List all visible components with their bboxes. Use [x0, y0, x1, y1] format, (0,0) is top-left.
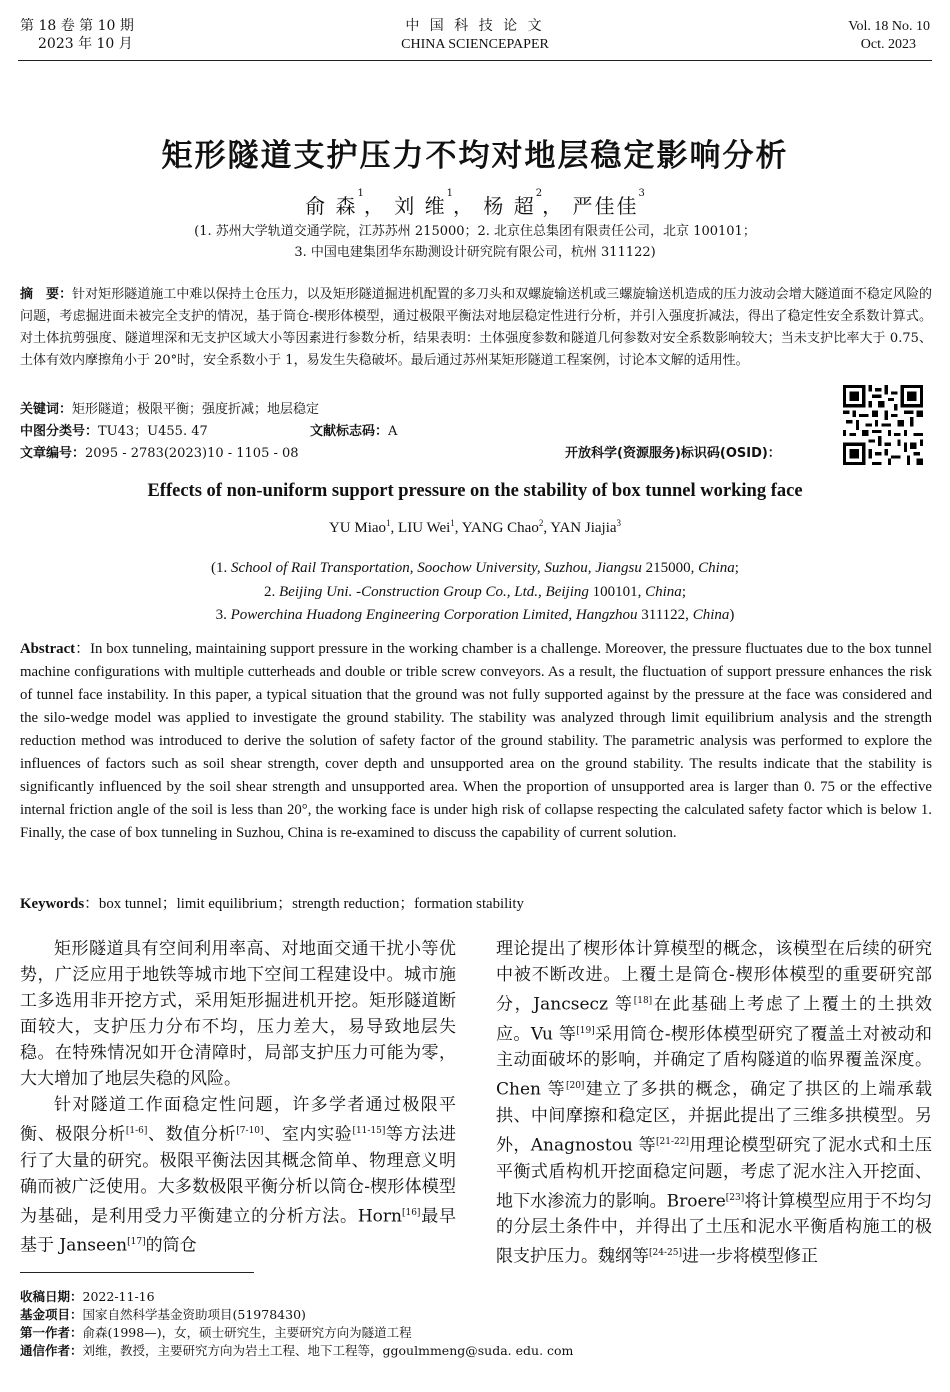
keywords-cn-text: 矩形隧道；极限平衡；强度折减；地层稳定 [72, 402, 320, 417]
header-journal-cn: 中 国 科 技 论 文 [405, 18, 545, 34]
page-title: 矩形隧道支护压力不均对地层稳定影响分析 [161, 138, 789, 174]
footnote-text: 刘维，教授，主要研究方向为岩土工程、地下工程等，ggoulmmeng@suda. edu. com [82, 1343, 574, 1358]
en-affil-part: China [645, 584, 682, 600]
body-paragraph [20, 1092, 456, 1259]
citation: [17] [127, 1237, 146, 1248]
keywords-en-label: Keywords [20, 896, 85, 912]
citation: [19] [576, 1025, 595, 1036]
body-text: 在此基础上考虑了上覆土的土拱效应。Vu 等 [496, 994, 932, 1045]
osid-label [565, 443, 781, 465]
en-author: YAN Jiajia [550, 520, 617, 536]
author: 严佳佳 [572, 194, 639, 218]
abstract-cn-text: 针对矩形隧道施工中难以保持土仓压力，以及矩形隧道掘进机配置的多刀头和双螺旋输送机或三螺旋输送机造成的压力波动会增大隧道面不稳定风险的问题，考虑掘进面未被完全支护的情况，基于筒仓-楔形体模型，通过极限平衡法对地层稳定性进行分析，并引入强度折减法，得出了稳定性安全系数计算式。对土体抗剪强度、隧道埋深和无支护区域大小等因素进行参数分析，结果表明：土体强度参数和隧道几何参数对安全系数影响较大；当未支护比率大于 0.75、土体有效内摩擦角小于 20°时，安全系数小于 1，易发生失稳破坏。最后通过苏州某矩形隧道工程案例，讨论本文解的适用性。 [20, 287, 932, 368]
body-text: 针对隧道工作面稳定性问题，许多学者通过极限平衡、极限分析 [20, 1095, 456, 1145]
author-sep: ， [363, 194, 386, 218]
abstract-en-label: Abstract [20, 641, 76, 657]
en-affil-part: 311122, [637, 607, 693, 623]
header-journal-en: CHINA SCIENCEPAPER [401, 37, 549, 52]
footnote-corresponding [20, 1342, 573, 1360]
en-affil-part: China [698, 560, 735, 576]
en-affiliation-line [0, 580, 950, 604]
body-text: 将计算模型应用于不均匀的分层土条件中，并得出了土压和泥水平衡盾构施工的极限支护压力。魏纲等 [496, 1191, 933, 1267]
abstract-cn-label: 摘 要： [20, 287, 73, 302]
en-affil-part: China [692, 607, 730, 623]
en-author: YU Miao [328, 520, 387, 536]
class-number-label: 中图分类号： [20, 424, 99, 439]
affiliation-line: 3. 中国电建集团华东勘测设计研究院有限公司，杭州 311122) [294, 245, 656, 260]
author-sep: ， [453, 194, 475, 218]
en-affil-part: ; [681, 584, 686, 600]
body-column-right [496, 936, 932, 1270]
citation: [24-25] [649, 1248, 682, 1259]
affiliation-line: (1. 苏州大学轨道交通学院，江苏苏州 215000；2. 北京住总集团有限责任公司，北京 100101； [194, 224, 756, 239]
en-author-sup: 1 [450, 518, 455, 528]
body-column-left [20, 936, 456, 1259]
keywords-en-text: ：box tunnel；limit equilibrium；strength reduction；formation stability [84, 896, 524, 912]
header-rule [18, 60, 932, 61]
header-vol-en: Vol. 18 No. 10 [848, 19, 930, 34]
author-sep: ， [542, 194, 565, 218]
body-text: 最早基于 Janseen [20, 1206, 456, 1256]
en-author-sup: 3 [616, 518, 622, 528]
en-affil-part: School of Rail Transportation, Soochow University, Suzhou, Jiangsu [231, 560, 642, 576]
class-number-text: TU43；U455. 47 [98, 424, 208, 439]
en-affil-part: 215000, [641, 560, 699, 576]
citation: [23] [725, 1192, 745, 1203]
en-affil-part: 3. [215, 607, 231, 623]
body-text: 用理论模型研究了泥水式和土压平衡式盾构机开挖面稳定问题，考虑了泥水注入开挖面、地下水渗流力的影响。Broere [496, 1135, 933, 1212]
citation: [11-15] [352, 1126, 386, 1136]
qr-code-icon [843, 385, 923, 465]
header-date-en: Oct. 2023 [860, 37, 916, 52]
abstract-cn [20, 284, 932, 372]
header-volume: 第 18 卷 第 10 期 [20, 18, 134, 34]
footnote-text: 国家自然科学基金资助项目(51978430) [82, 1307, 306, 1322]
en-affil-part: (1. [211, 560, 232, 576]
abstract-en-text: ：In box tunneling, maintaining support pressure in the working chamber is a challenge. Moreover, the pressure fluctuates due to the box tunnel machine configurations with multiple cutterheads and double or trible screw conveyors. As a result, the fluctuation of support pressure enhances the risk of tunnel face instability. In this paper, a typical situation that the ground was not fully supported against by the pressure at the face was considered and the silo-wedge model was applied to investigate the ground stability. The stability was analyzed through limit equilibrium analysis and the strength reduction method was introduced to derive the solution of safety factor of the ground stability. The parametric analysis was performed to explore the influences of factors such as soil shear strength, cover depth and unsupported area on the ground stability. The results indicate that the stability is significantly influenced by the soil shear strength and unsupported area. When the proportion of unsupported area is larger than 0. 75 or the effective internal friction angle of the soil is less than 20°, the working face is under high risk of collapse respecting the calculated safety factor which is below 1. Finally, the case of box tunneling in Suzhou, China is re-examined to discuss the capability of current solution. [20, 641, 932, 841]
en-author: YANG Chao [461, 520, 539, 536]
footnote-received [20, 1288, 573, 1306]
en-author-sup: 2 [538, 518, 544, 528]
doc-code [310, 421, 397, 443]
body-text: 理论提出了楔形体计算模型的概念，该模型在后续的研究中被不断改进。上覆土是筒仓-楔形体模型的重要研究部分，Jancsecz 等 [496, 939, 932, 1015]
author-sup: 3 [638, 188, 645, 199]
footnotes [20, 1288, 573, 1360]
en-affil-part: Powerchina Huadong Engineering Corporation Limited, Hangzhou [230, 607, 638, 623]
author: 刘 维 [394, 194, 447, 218]
citation: [16] [401, 1207, 421, 1218]
body-text: 的筒仓 [145, 1235, 197, 1256]
body-text: 采用筒仓-楔形体模型研究了覆盖土对被动和主动面破坏的影响，并确定了盾构隧道的临界覆盖深度。Chen 等 [496, 1024, 932, 1100]
en-author-sup: 1 [386, 518, 391, 528]
en-author: LIU Wei [398, 520, 451, 536]
english-author-list: YU Miao$^1$, LIU Wei$^1$, YANG Chao$^2$, YAN Jiajia$^3$ [328, 518, 622, 536]
abstract-en [20, 638, 932, 845]
footnote-text: 2022-11-16 [82, 1289, 155, 1304]
body-paragraph: 矩形隧道具有空间利用率高、对地面交通干扰小等优势，广泛应用于地铁等城市地下空间工程建设中。城市施工多选用非开挖方式，采用矩形掘进机开挖。矩形隧道断面较大，支护压力分布不均，压力差大，易导致地层失稳。在特殊情况如开仓清障时，局部支护压力可能为零，大大增加了地层失稳的风险。 [20, 939, 456, 1089]
body-text: 、数值分析 [147, 1124, 237, 1145]
en-affil-part: 2. [264, 584, 280, 600]
en-affiliation-line [0, 603, 950, 627]
body-text: 等方法进行了大量的研究。极限平衡法因其概念简单、物理意义明确而被广泛使用。大多数极限平衡分析以筒仓-楔形体模型为基础，是利用受力平衡建立的分析方法。Horn [20, 1124, 456, 1227]
en-affiliation-line [0, 556, 950, 580]
en-affil-part: 100101, [588, 584, 646, 600]
footnote-first-author [20, 1324, 573, 1342]
author-list [0, 190, 950, 219]
keywords-cn [20, 399, 319, 421]
article-number-text: 2095 - 2783(2023)10 - 1105 - 08 [85, 446, 299, 461]
doc-code-text: A [388, 424, 398, 439]
en-affil-part: Beijing Uni. -Construction Group Co., Ltd., Beijing [279, 584, 589, 600]
body-text: 、室内实验 [263, 1124, 353, 1145]
article-number [20, 443, 299, 465]
author: 杨 超 [483, 194, 536, 218]
doc-code-label: 文献标志码： [310, 424, 389, 439]
author: 俞 森 [305, 194, 358, 218]
footnote-label: 通信作者： [20, 1343, 83, 1358]
citation: [1-6] [125, 1126, 148, 1136]
body-text: 进一步将模型修正 [681, 1246, 818, 1267]
author-sup: 2 [535, 188, 543, 199]
citation: [20] [565, 1081, 585, 1092]
author-sup: 1 [357, 188, 364, 199]
citation: [21-22] [656, 1136, 689, 1147]
en-affil-part: ) [729, 607, 735, 623]
english-title: Effects of non-uniform support pressure on the stability of box tunnel working face [147, 481, 803, 501]
footnote-text: 俞森(1998—)，女，硕士研究生，主要研究方向为隧道工程 [82, 1325, 412, 1340]
footnote-label: 基金项目： [20, 1307, 83, 1322]
keywords-en [20, 892, 524, 913]
en-affil-part: ; [734, 560, 739, 576]
footnote-rule [20, 1272, 254, 1273]
article-number-label: 文章编号： [20, 446, 86, 461]
footnote-label: 第一作者： [20, 1325, 83, 1340]
body-text: 建立了多拱的概念，确定了拱区的上端承载拱、中间摩擦和稳定区，并据此提出了三维多拱模型。另外，Anagnostou 等 [496, 1079, 933, 1156]
citation: [18] [633, 996, 653, 1006]
footnote-fund [20, 1306, 573, 1324]
citation: [7-10] [236, 1126, 264, 1136]
author-sup: 1 [446, 188, 453, 199]
class-number [20, 421, 208, 443]
keywords-cn-label: 关键词： [20, 402, 73, 417]
header-date-cn: 2023 年 10 月 [38, 36, 133, 52]
osid-label-text: 开放科学(资源服务)标识码(OSID)： [565, 446, 781, 461]
footnote-label: 收稿日期： [20, 1289, 83, 1304]
body-paragraph [496, 936, 932, 1270]
